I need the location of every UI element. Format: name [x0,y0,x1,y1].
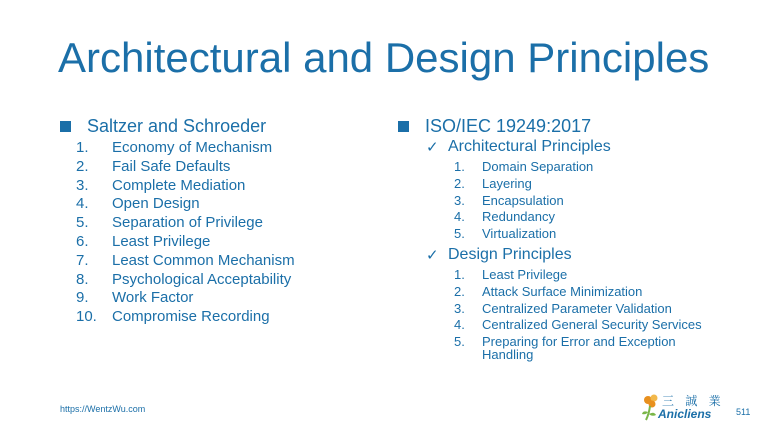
item-number: 3. [76,176,89,194]
list-item [60,177,360,196]
list-item [60,308,360,327]
list-item [398,284,758,301]
item-text: Work Factor [112,289,194,307]
item-number: 2. [76,157,89,175]
company-logo [640,392,725,424]
design-subheading [426,245,758,265]
item-text: Preparing for Error and Exception Handling [482,334,676,362]
item-number: 7. [76,251,89,269]
item-number: 6. [76,232,89,250]
list-item [60,214,360,233]
item-number: 8. [76,270,89,288]
list-item [398,334,758,363]
design-list [398,267,758,363]
item-number: 10. [76,308,97,326]
list-item [398,226,758,243]
architectural-subheading [426,137,758,157]
list-item [60,195,360,214]
right-heading [398,115,758,137]
list-item [398,267,758,284]
architectural-list [398,159,758,243]
item-number: 5. [76,214,89,232]
checkmark-icon: ✓ [426,246,439,264]
item-number: 1. [76,139,89,156]
item-text: Least Privilege [482,266,568,282]
list-item [398,209,758,226]
item-text: Layering [482,175,532,191]
checkmark-icon: ✓ [426,139,439,156]
list-item [60,252,360,271]
item-text: Separation of Privilege [112,214,263,232]
right-column [398,115,758,365]
item-text: Open Design [112,195,200,213]
logo-chinese-text: 三 誠 業 [662,394,725,408]
square-bullet-icon [60,121,71,132]
list-item [60,271,360,290]
left-heading-text: Saltzer and Schroeder [87,115,267,136]
footer-url-link[interactable]: https://WentzWu.com [60,404,146,414]
list-item [60,158,360,177]
item-text: Psychological Acceptability [112,270,292,288]
subheading-text: Architectural Principles [448,138,611,155]
item-text: Encapsulation [482,192,564,208]
item-number: 2. [454,175,465,191]
slide-title: Architectural and Design Principles [58,34,710,81]
item-number: 5. [454,226,465,242]
item-number: 9. [76,289,89,307]
saltzer-list [60,139,360,327]
list-item [60,233,360,252]
item-text: Complete Mediation [112,176,246,194]
item-text: Centralized Parameter Validation [482,300,672,316]
list-item [398,317,758,334]
list-item [398,176,758,193]
item-text: Virtualization [482,226,557,242]
item-text: Compromise Recording [112,308,270,326]
item-text: Least Privilege [112,232,211,250]
right-heading-text: ISO/IEC 19249:2017 [425,115,592,136]
item-text: Centralized General Security Services [482,317,702,333]
left-heading [60,115,360,137]
list-item [398,193,758,210]
item-number: 3. [454,192,465,208]
item-number: 4. [454,209,465,225]
item-number: 1. [454,266,465,282]
page-number: 511 [736,407,751,417]
logo-english-text: Anicliens [658,407,712,421]
item-text: Least Common Mechanism [112,251,295,269]
item-text: Fail Safe Defaults [112,157,231,175]
item-text: Attack Surface Minimization [482,283,643,299]
list-item [398,159,758,176]
list-item [398,301,758,318]
square-bullet-icon [398,121,409,132]
item-number: 4. [76,195,89,213]
item-number: 5. [454,334,465,350]
item-number: 1. [454,159,465,174]
item-text: Domain Separation [482,159,594,174]
item-text: Economy of Mechanism [112,139,273,156]
list-item [60,289,360,308]
item-number: 3. [454,300,465,316]
list-item [60,139,360,158]
item-number: 4. [454,317,465,333]
subheading-text: Design Principles [448,245,572,263]
left-column [60,115,360,327]
item-text: Redundancy [482,209,555,225]
item-number: 2. [454,283,465,299]
